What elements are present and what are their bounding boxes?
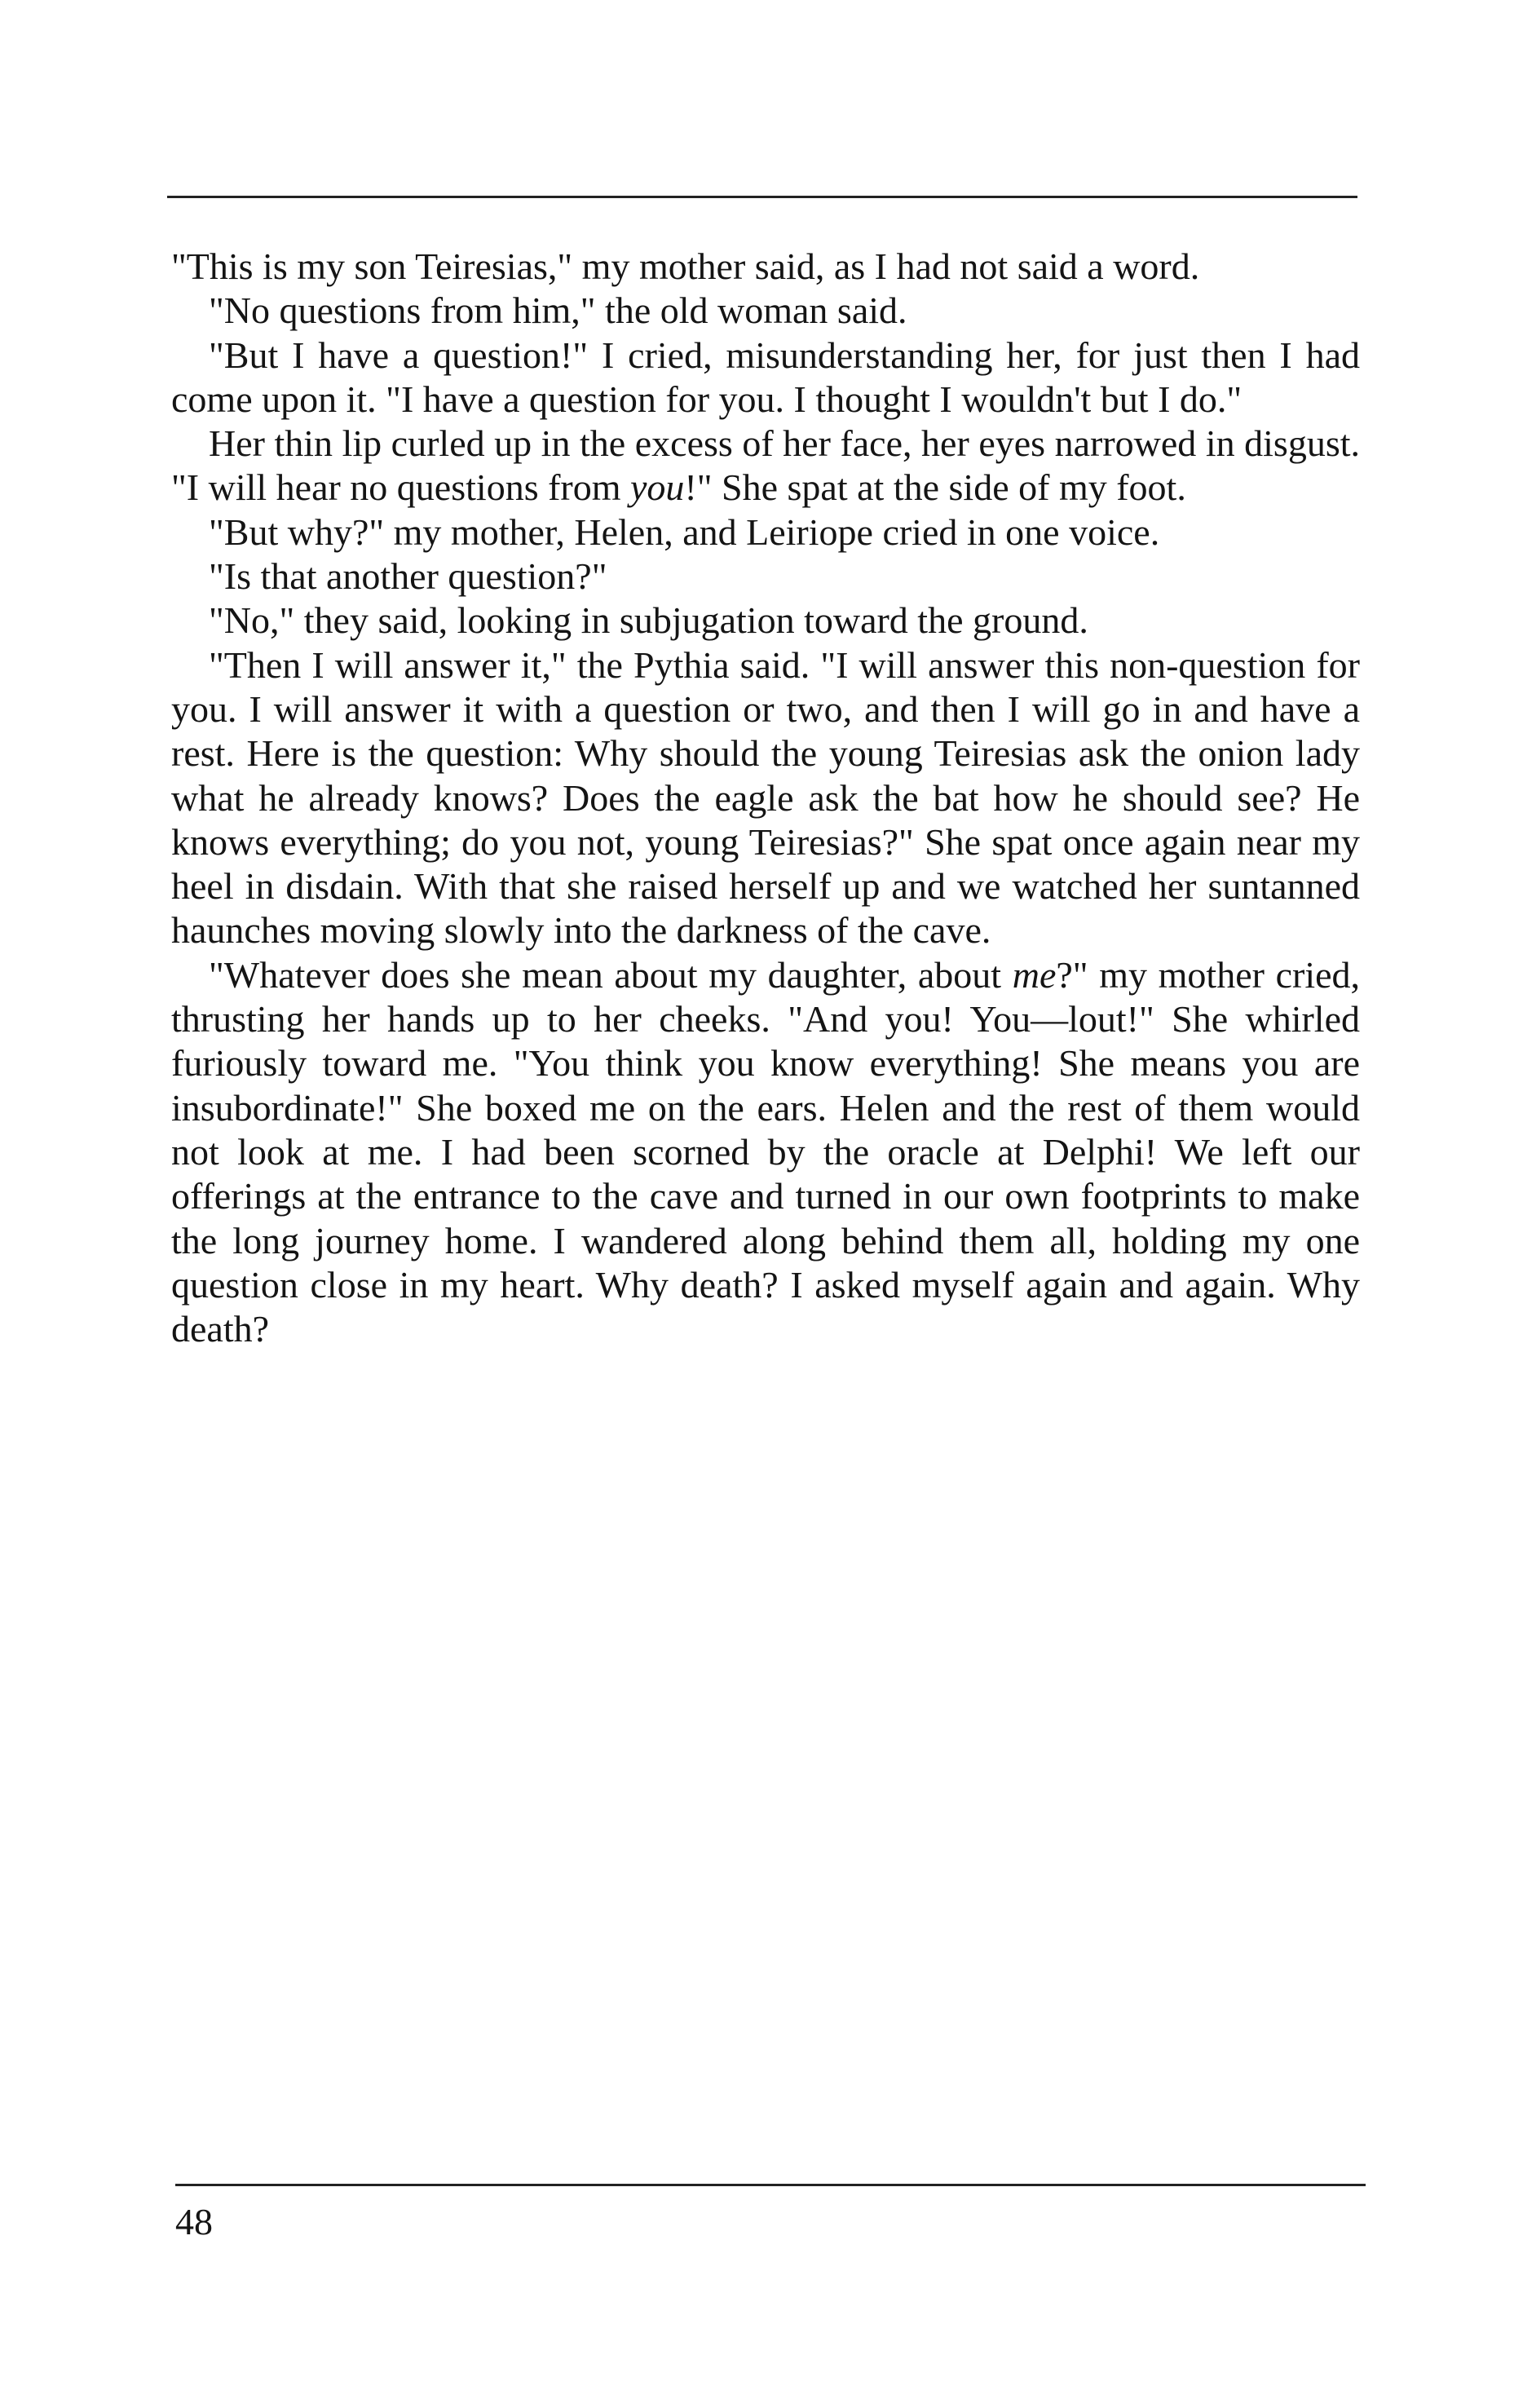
paragraph: "No," they said, looking in subjugation toward the ground. bbox=[209, 599, 1088, 642]
emphasis: you bbox=[630, 466, 685, 509]
page-number: 48 bbox=[175, 2201, 213, 2242]
body-text bbox=[171, 245, 1360, 1351]
paragraph: Her thin lip curled up in the excess of her face, her eyes narrowed in disgust. "I will hear no questions from you!" She spat at the side of my foot. bbox=[171, 422, 1360, 509]
bottom-rule bbox=[175, 2184, 1366, 2186]
top-rule bbox=[167, 196, 1357, 198]
paragraph: "No questions from him," the old woman said. bbox=[209, 289, 907, 332]
paragraph: "Whatever does she mean about my daughter, about me?" my mother cried, thrusting her hands up to her cheeks. "And you! You—lout!" She whirled furiously toward me. "You think you know everything! She means you are insubordinate!" She boxed me on the ears. Helen and the rest of them would not look at me. I had been scorned by the oracle at Delphi! We left our offerings at the entrance to the cave and turned in our own footprints to make the long journey home. I wandered along behind them all, holding my one question close in my heart. Why death? I asked myself again and again. Why death? bbox=[171, 953, 1361, 1350]
paragraph: "This is my son Teiresias," my mother said, as I had not said a word. bbox=[171, 245, 1200, 287]
paragraph: "Is that another question?" bbox=[209, 555, 607, 598]
paragraph: "Then I will answer it," the Pythia said. "I will answer this non-question for you. I will answer it with a question or two, and then I will go in and have a rest. Here is the question: Why should the young Teiresias ask the onion lady what he already knows? Does the eagle ask the bat how he should see? He knows everything; do you not, young Teiresias?" She spat once again near my heel in disdain. With that she raised herself up and we watched her suntanned haunches moving slowly into the darkness of the cave. bbox=[171, 643, 1360, 952]
paragraph: "But why?" my mother, Helen, and Leiriope cried in one voice. bbox=[209, 510, 1160, 553]
emphasis: me bbox=[1012, 953, 1057, 996]
paragraph: "But I have a question!" I cried, misunderstanding her, for just then I had come upon it. "I have a question for you. I thought I wouldn't but I do." bbox=[171, 334, 1360, 420]
